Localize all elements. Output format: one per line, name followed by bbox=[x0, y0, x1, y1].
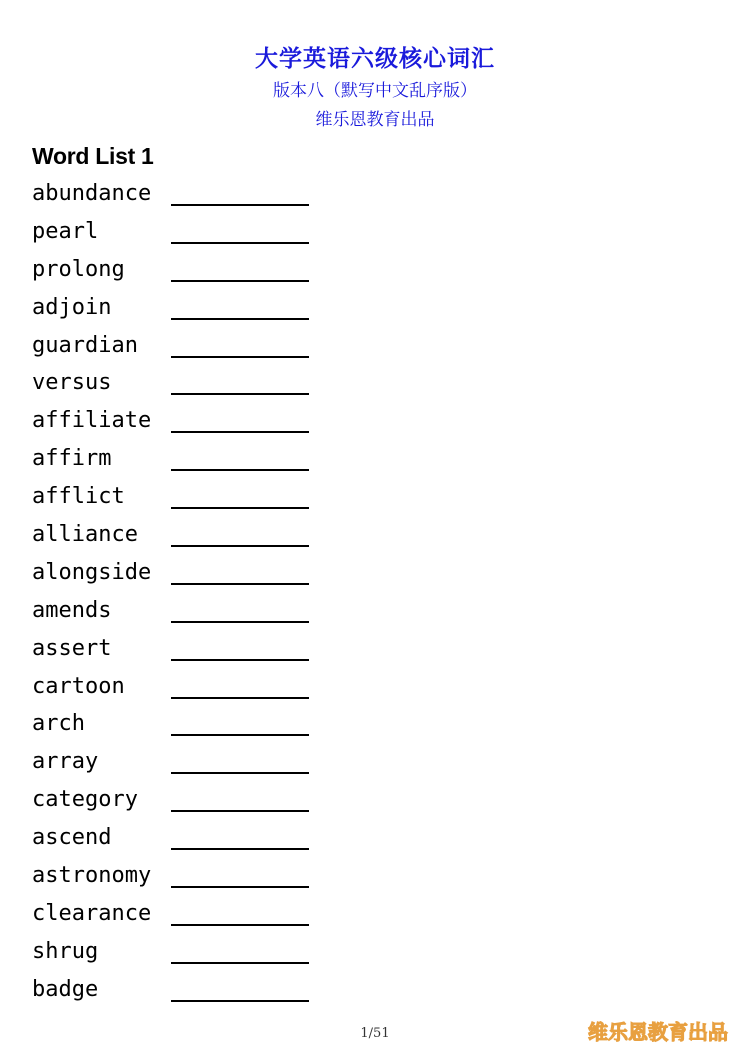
vocabulary-word: alliance bbox=[32, 522, 138, 548]
answer-blank-line bbox=[171, 469, 309, 471]
word-row bbox=[32, 557, 332, 595]
word-row bbox=[32, 330, 332, 368]
word-row bbox=[32, 671, 332, 709]
vocabulary-word: clearance bbox=[32, 900, 152, 926]
word-row bbox=[32, 595, 332, 633]
vocabulary-word: badge bbox=[32, 976, 99, 1002]
answer-blank-line bbox=[171, 886, 309, 888]
word-row bbox=[32, 784, 332, 822]
word-row bbox=[32, 633, 332, 671]
vocabulary-word: affirm bbox=[32, 446, 112, 472]
word-row bbox=[32, 481, 332, 519]
word-row bbox=[32, 822, 332, 860]
answer-blank-line bbox=[171, 583, 309, 585]
vocabulary-word: adjoin bbox=[32, 294, 112, 320]
answer-blank-line bbox=[171, 924, 309, 926]
vocabulary-word: abundance bbox=[32, 181, 152, 206]
word-row bbox=[32, 898, 332, 936]
word-row bbox=[32, 216, 332, 254]
vocabulary-word: guardian bbox=[32, 332, 138, 358]
vocabulary-word: prolong bbox=[32, 256, 125, 282]
word-row bbox=[32, 519, 332, 557]
answer-blank-line bbox=[171, 393, 309, 395]
word-row bbox=[32, 254, 332, 292]
word-row bbox=[32, 405, 332, 443]
answer-blank-line bbox=[171, 280, 309, 282]
answer-blank-line bbox=[171, 242, 309, 244]
vocabulary-word: assert bbox=[32, 635, 112, 661]
vocabulary-word: alongside bbox=[32, 559, 152, 585]
word-row bbox=[32, 443, 332, 481]
word-row bbox=[32, 936, 332, 974]
answer-blank-line bbox=[171, 810, 309, 812]
watermark-logo: 维乐恩教育出品 bbox=[588, 1020, 728, 1044]
vocabulary-word: versus bbox=[32, 370, 112, 396]
answer-blank-line bbox=[171, 431, 309, 433]
word-row bbox=[32, 708, 332, 746]
word-row bbox=[32, 178, 332, 216]
vocabulary-word: arch bbox=[32, 711, 85, 737]
answer-blank-line bbox=[171, 204, 309, 206]
answer-blank-line bbox=[171, 507, 309, 509]
vocabulary-word: afflict bbox=[32, 484, 125, 510]
answer-blank-line bbox=[171, 734, 309, 736]
answer-blank-line bbox=[171, 621, 309, 623]
document-subtitle: 版本八（默写中文乱序版） bbox=[273, 81, 477, 101]
answer-blank-line bbox=[171, 962, 309, 964]
answer-blank-line bbox=[171, 1000, 309, 1002]
vocabulary-word: amends bbox=[32, 597, 112, 623]
vocabulary-word: astronomy bbox=[32, 863, 152, 889]
word-row bbox=[32, 974, 332, 1012]
answer-blank-line bbox=[171, 356, 309, 358]
answer-blank-line bbox=[171, 318, 309, 320]
word-row bbox=[32, 367, 332, 405]
answer-blank-line bbox=[171, 545, 309, 547]
vocabulary-word: ascend bbox=[32, 825, 112, 851]
page-number: 1/51 bbox=[360, 1026, 390, 1041]
vocabulary-word: cartoon bbox=[32, 673, 125, 699]
document-title: 大学英语六级核心词汇 bbox=[255, 46, 495, 72]
word-row bbox=[32, 746, 332, 784]
vocabulary-word: shrug bbox=[32, 938, 99, 964]
vocabulary-word: category bbox=[32, 787, 138, 813]
answer-blank-line bbox=[171, 848, 309, 850]
answer-blank-line bbox=[171, 772, 309, 774]
answer-blank-line bbox=[171, 659, 309, 661]
word-list bbox=[32, 178, 332, 1012]
word-row bbox=[32, 860, 332, 898]
answer-blank-line bbox=[171, 697, 309, 699]
publisher-line: 维乐恩教育出品 bbox=[315, 110, 435, 130]
vocabulary-word: pearl bbox=[32, 218, 99, 244]
word-row bbox=[32, 292, 332, 330]
vocabulary-word: array bbox=[32, 749, 99, 775]
vocabulary-word: affiliate bbox=[32, 408, 152, 434]
word-list-heading: Word List 1 bbox=[32, 143, 154, 169]
